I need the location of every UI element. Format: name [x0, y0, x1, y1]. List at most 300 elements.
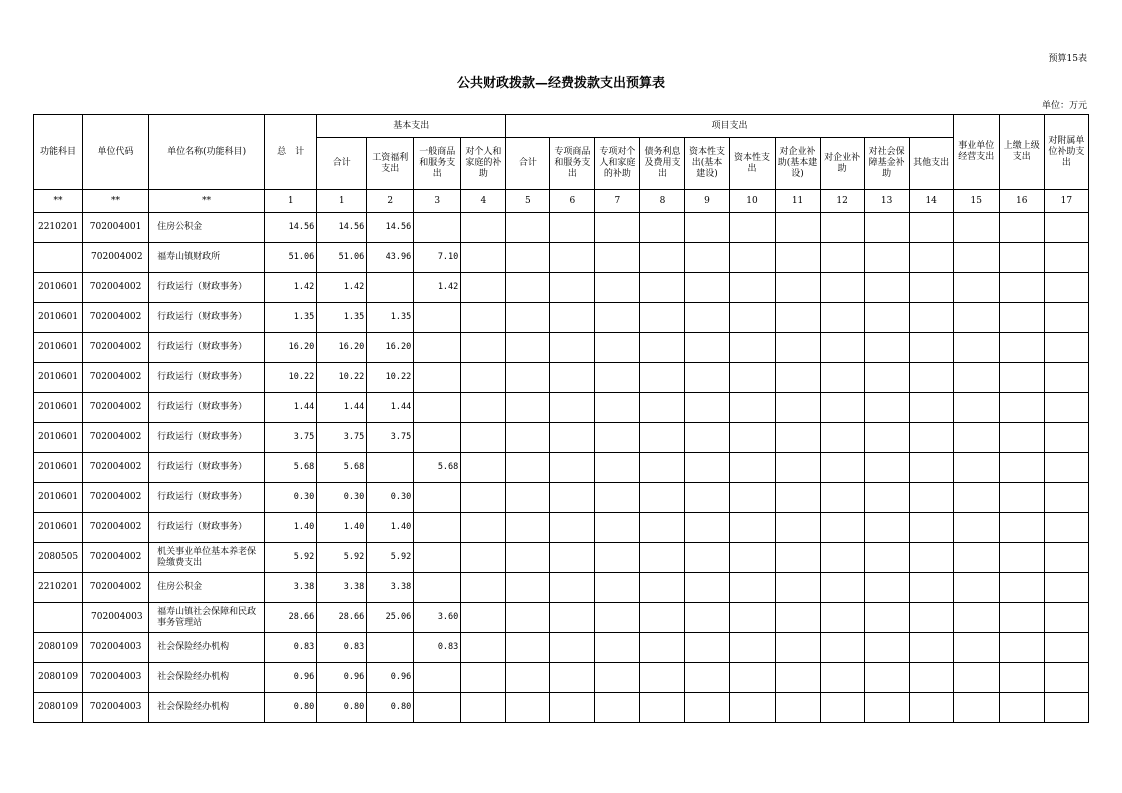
empty-cell	[595, 513, 640, 543]
empty-cell	[864, 243, 909, 273]
unit-code-cell: 702004002	[83, 543, 149, 573]
empty-cell	[864, 513, 909, 543]
empty-cell	[729, 423, 775, 453]
header-basic-col: 合计	[317, 138, 367, 190]
unit-name-cell: 社会保险经办机构	[149, 633, 265, 663]
unit-code-cell: 702004002	[83, 483, 149, 513]
empty-cell	[506, 213, 550, 243]
empty-cell	[595, 273, 640, 303]
goods-services-cell	[414, 693, 461, 723]
index-cell: 6	[550, 190, 595, 213]
empty-cell	[775, 543, 820, 573]
empty-cell	[909, 693, 953, 723]
empty-cell	[640, 363, 685, 393]
empty-cell	[685, 213, 729, 243]
table-row	[34, 363, 1089, 393]
table-row	[34, 303, 1089, 333]
unit-code-cell: 702004003	[83, 693, 149, 723]
goods-services-cell	[414, 333, 461, 363]
empty-cell	[775, 603, 820, 633]
table-row	[34, 453, 1089, 483]
empty-cell	[685, 423, 729, 453]
empty-cell	[595, 243, 640, 273]
empty-cell	[775, 333, 820, 363]
unit-code-cell: 702004002	[83, 303, 149, 333]
index-cell: 16	[999, 190, 1044, 213]
total-cell: 3.75	[265, 423, 317, 453]
empty-cell	[640, 663, 685, 693]
empty-cell	[775, 693, 820, 723]
empty-cell	[640, 633, 685, 663]
empty-cell	[864, 663, 909, 693]
empty-cell	[461, 543, 506, 573]
empty-cell	[820, 243, 864, 273]
unit-name-cell: 行政运行（财政事务）	[149, 333, 265, 363]
index-cell: 7	[595, 190, 640, 213]
header-project-col: 资本性支出(基本建设)	[685, 138, 729, 190]
empty-cell	[506, 513, 550, 543]
empty-cell	[461, 423, 506, 453]
header-project-col: 合计	[506, 138, 550, 190]
empty-cell	[640, 573, 685, 603]
empty-cell	[909, 633, 953, 663]
total-cell: 0.80	[265, 693, 317, 723]
empty-cell	[1044, 303, 1088, 333]
table-row	[34, 213, 1089, 243]
total-cell: 1.42	[265, 273, 317, 303]
empty-cell	[820, 663, 864, 693]
empty-cell	[953, 243, 999, 273]
empty-cell	[820, 273, 864, 303]
empty-cell	[999, 423, 1044, 453]
empty-cell	[775, 303, 820, 333]
wages-cell: 43.96	[367, 243, 414, 273]
total-cell: 51.06	[265, 243, 317, 273]
index-row	[34, 190, 1089, 213]
empty-cell	[640, 483, 685, 513]
empty-cell	[550, 603, 595, 633]
empty-cell	[1044, 633, 1088, 663]
empty-cell	[640, 543, 685, 573]
empty-cell	[685, 483, 729, 513]
basic-total-cell: 3.38	[317, 573, 367, 603]
empty-cell	[729, 603, 775, 633]
unit-name-cell: 福寿山镇财政所	[149, 243, 265, 273]
empty-cell	[685, 543, 729, 573]
empty-cell	[775, 273, 820, 303]
goods-services-cell	[414, 303, 461, 333]
total-cell: 0.83	[265, 633, 317, 663]
table-body	[34, 213, 1089, 723]
empty-cell	[640, 423, 685, 453]
basic-total-cell: 16.20	[317, 333, 367, 363]
empty-cell	[506, 363, 550, 393]
empty-cell	[550, 303, 595, 333]
empty-cell	[685, 393, 729, 423]
unit-name-cell: 行政运行（财政事务）	[149, 303, 265, 333]
basic-total-cell: 1.40	[317, 513, 367, 543]
empty-cell	[999, 243, 1044, 273]
empty-cell	[506, 393, 550, 423]
header-project-col: 其他支出	[909, 138, 953, 190]
empty-cell	[729, 453, 775, 483]
empty-cell	[506, 243, 550, 273]
total-cell: 1.40	[265, 513, 317, 543]
empty-cell	[1044, 213, 1088, 243]
empty-cell	[595, 573, 640, 603]
unit-code-cell: 702004003	[83, 633, 149, 663]
empty-cell	[1044, 693, 1088, 723]
empty-cell	[864, 213, 909, 243]
basic-total-cell: 14.56	[317, 213, 367, 243]
empty-cell	[506, 303, 550, 333]
empty-cell	[595, 393, 640, 423]
empty-cell	[461, 603, 506, 633]
empty-cell	[999, 273, 1044, 303]
empty-cell	[461, 333, 506, 363]
empty-cell	[729, 303, 775, 333]
header-tail-col: 事业单位经营支出	[953, 115, 999, 190]
empty-cell	[864, 363, 909, 393]
empty-cell	[909, 363, 953, 393]
header-project-col: 专项商品和服务支出	[550, 138, 595, 190]
header-project-col: 对社会保障基金补助	[864, 138, 909, 190]
goods-services-cell: 0.83	[414, 633, 461, 663]
index-cell: 15	[953, 190, 999, 213]
empty-cell	[729, 243, 775, 273]
function-code-cell: 2080109	[34, 693, 83, 723]
empty-cell	[595, 663, 640, 693]
empty-cell	[953, 333, 999, 363]
empty-cell	[506, 453, 550, 483]
table-row	[34, 423, 1089, 453]
budget-table	[33, 114, 1089, 723]
empty-cell	[550, 453, 595, 483]
empty-cell	[729, 663, 775, 693]
unit-name-cell: 行政运行（财政事务）	[149, 513, 265, 543]
empty-cell	[909, 303, 953, 333]
wages-cell: 0.30	[367, 483, 414, 513]
index-cell: 13	[864, 190, 909, 213]
empty-cell	[550, 513, 595, 543]
empty-cell	[685, 513, 729, 543]
empty-cell	[775, 483, 820, 513]
empty-cell	[550, 363, 595, 393]
empty-cell	[820, 633, 864, 663]
empty-cell	[1044, 243, 1088, 273]
empty-cell	[999, 483, 1044, 513]
unit-code-cell: 702004002	[83, 513, 149, 543]
empty-cell	[864, 273, 909, 303]
page-title: 公共财政拨款—经费拨款支出预算表	[456, 76, 665, 91]
goods-services-cell	[414, 363, 461, 393]
table-row	[34, 603, 1089, 633]
unit-code-cell: 702004001	[83, 213, 149, 243]
basic-total-cell: 5.68	[317, 453, 367, 483]
wages-cell: 5.92	[367, 543, 414, 573]
total-cell: 3.38	[265, 573, 317, 603]
index-cell: 4	[461, 190, 506, 213]
function-code-cell	[34, 603, 83, 633]
empty-cell	[864, 303, 909, 333]
empty-cell	[999, 513, 1044, 543]
empty-cell	[775, 573, 820, 603]
empty-cell	[820, 603, 864, 633]
empty-cell	[729, 633, 775, 663]
function-code-cell: 2210201	[34, 213, 83, 243]
empty-cell	[999, 603, 1044, 633]
empty-cell	[864, 453, 909, 483]
goods-services-cell: 5.68	[414, 453, 461, 483]
empty-cell	[550, 273, 595, 303]
empty-cell	[953, 303, 999, 333]
basic-total-cell: 10.22	[317, 363, 367, 393]
empty-cell	[864, 693, 909, 723]
unit-name-cell: 住房公积金	[149, 213, 265, 243]
index-cell: 11	[775, 190, 820, 213]
empty-cell	[550, 213, 595, 243]
wages-cell: 0.80	[367, 693, 414, 723]
empty-cell	[685, 693, 729, 723]
empty-cell	[999, 663, 1044, 693]
empty-cell	[595, 483, 640, 513]
empty-cell	[550, 483, 595, 513]
empty-cell	[729, 543, 775, 573]
total-cell: 28.66	[265, 603, 317, 633]
empty-cell	[999, 213, 1044, 243]
header-func: 功能科目	[34, 115, 83, 190]
empty-cell	[595, 453, 640, 483]
empty-cell	[864, 603, 909, 633]
empty-cell	[999, 363, 1044, 393]
empty-cell	[506, 663, 550, 693]
empty-cell	[685, 303, 729, 333]
empty-cell	[550, 573, 595, 603]
basic-total-cell: 3.75	[317, 423, 367, 453]
function-code-cell: 2010601	[34, 423, 83, 453]
header-total: 总 计	[265, 115, 317, 190]
empty-cell	[461, 633, 506, 663]
function-code-cell: 2080109	[34, 633, 83, 663]
empty-cell	[775, 213, 820, 243]
function-code-cell: 2010601	[34, 273, 83, 303]
unit-name-cell: 行政运行（财政事务）	[149, 453, 265, 483]
index-cell: 9	[685, 190, 729, 213]
empty-cell	[953, 693, 999, 723]
index-cell: 12	[820, 190, 864, 213]
header-project: 项目支出	[506, 115, 953, 138]
unit-code-cell: 702004002	[83, 333, 149, 363]
empty-cell	[999, 633, 1044, 663]
empty-cell	[595, 213, 640, 243]
empty-cell	[864, 573, 909, 603]
goods-services-cell	[414, 513, 461, 543]
empty-cell	[775, 393, 820, 423]
empty-cell	[999, 543, 1044, 573]
empty-cell	[595, 423, 640, 453]
empty-cell	[640, 243, 685, 273]
function-code-cell	[34, 243, 83, 273]
header-project-col: 对企业补助	[820, 138, 864, 190]
empty-cell	[864, 333, 909, 363]
header-basic-col: 工资福利支出	[367, 138, 414, 190]
empty-cell	[953, 633, 999, 663]
index-cell: **	[34, 190, 83, 213]
empty-cell	[461, 513, 506, 543]
empty-cell	[685, 363, 729, 393]
unit-code-cell: 702004002	[83, 243, 149, 273]
empty-cell	[461, 363, 506, 393]
empty-cell	[1044, 393, 1088, 423]
header-name: 单位名称(功能科目)	[149, 115, 265, 190]
unit-name-cell: 行政运行（财政事务）	[149, 423, 265, 453]
empty-cell	[595, 363, 640, 393]
empty-cell	[506, 483, 550, 513]
empty-cell	[864, 423, 909, 453]
empty-cell	[1044, 603, 1088, 633]
empty-cell	[461, 573, 506, 603]
total-cell: 14.56	[265, 213, 317, 243]
empty-cell	[909, 453, 953, 483]
empty-cell	[1044, 333, 1088, 363]
basic-total-cell: 1.44	[317, 393, 367, 423]
empty-cell	[909, 573, 953, 603]
unit-code-cell: 702004003	[83, 663, 149, 693]
index-cell: 17	[1044, 190, 1088, 213]
unit-name-cell: 机关事业单位基本养老保险缴费支出	[149, 543, 265, 573]
table-row	[34, 543, 1089, 573]
wages-cell: 16.20	[367, 333, 414, 363]
empty-cell	[1044, 663, 1088, 693]
total-cell: 10.22	[265, 363, 317, 393]
empty-cell	[550, 633, 595, 663]
empty-cell	[640, 393, 685, 423]
basic-total-cell: 0.96	[317, 663, 367, 693]
empty-cell	[640, 603, 685, 633]
empty-cell	[640, 453, 685, 483]
table-row	[34, 633, 1089, 663]
index-cell: 10	[729, 190, 775, 213]
header-basic-col: 一般商品和服务支出	[414, 138, 461, 190]
empty-cell	[775, 453, 820, 483]
unit-name-cell: 行政运行（财政事务）	[149, 273, 265, 303]
goods-services-cell	[414, 393, 461, 423]
unit-name-cell: 行政运行（财政事务）	[149, 393, 265, 423]
table-row	[34, 333, 1089, 363]
unit-name-cell: 社会保险经办机构	[149, 663, 265, 693]
goods-services-cell	[414, 213, 461, 243]
table-row	[34, 393, 1089, 423]
basic-total-cell: 0.83	[317, 633, 367, 663]
total-cell: 0.30	[265, 483, 317, 513]
empty-cell	[550, 543, 595, 573]
empty-cell	[506, 603, 550, 633]
empty-cell	[775, 363, 820, 393]
empty-cell	[999, 393, 1044, 423]
empty-cell	[461, 663, 506, 693]
empty-cell	[953, 543, 999, 573]
empty-cell	[685, 603, 729, 633]
empty-cell	[820, 513, 864, 543]
wages-cell: 1.35	[367, 303, 414, 333]
empty-cell	[909, 393, 953, 423]
empty-cell	[461, 483, 506, 513]
table-row	[34, 513, 1089, 543]
empty-cell	[595, 633, 640, 663]
empty-cell	[820, 333, 864, 363]
wages-cell: 14.56	[367, 213, 414, 243]
header-tail-col: 上缴上级支出	[999, 115, 1044, 190]
table-row	[34, 693, 1089, 723]
table-row	[34, 243, 1089, 273]
empty-cell	[820, 543, 864, 573]
basic-total-cell: 0.30	[317, 483, 367, 513]
empty-cell	[595, 543, 640, 573]
empty-cell	[775, 423, 820, 453]
wages-cell: 1.40	[367, 513, 414, 543]
empty-cell	[953, 363, 999, 393]
index-cell: 1	[317, 190, 367, 213]
empty-cell	[550, 423, 595, 453]
table-row	[34, 483, 1089, 513]
empty-cell	[820, 393, 864, 423]
function-code-cell: 2010601	[34, 303, 83, 333]
empty-cell	[953, 423, 999, 453]
basic-total-cell: 1.42	[317, 273, 367, 303]
empty-cell	[1044, 483, 1088, 513]
unit-code-cell: 702004002	[83, 573, 149, 603]
basic-total-cell: 51.06	[317, 243, 367, 273]
wages-cell: 1.44	[367, 393, 414, 423]
wages-cell	[367, 273, 414, 303]
unit-name-cell: 行政运行（财政事务）	[149, 363, 265, 393]
empty-cell	[595, 603, 640, 633]
empty-cell	[550, 333, 595, 363]
index-cell: 3	[414, 190, 461, 213]
empty-cell	[953, 273, 999, 303]
empty-cell	[953, 393, 999, 423]
empty-cell	[595, 303, 640, 333]
empty-cell	[953, 513, 999, 543]
empty-cell	[864, 483, 909, 513]
empty-cell	[729, 393, 775, 423]
unit-code-cell: 702004002	[83, 453, 149, 483]
table-number: 预算15表	[1048, 54, 1087, 64]
empty-cell	[461, 273, 506, 303]
empty-cell	[461, 453, 506, 483]
total-cell: 0.96	[265, 663, 317, 693]
empty-cell	[685, 573, 729, 603]
empty-cell	[820, 303, 864, 333]
empty-cell	[999, 573, 1044, 603]
empty-cell	[729, 333, 775, 363]
empty-cell	[640, 213, 685, 243]
empty-cell	[820, 573, 864, 603]
empty-cell	[953, 573, 999, 603]
index-cell: 14	[909, 190, 953, 213]
empty-cell	[1044, 363, 1088, 393]
basic-total-cell: 5.92	[317, 543, 367, 573]
table-row	[34, 663, 1089, 693]
empty-cell	[820, 363, 864, 393]
empty-cell	[820, 213, 864, 243]
empty-cell	[506, 693, 550, 723]
empty-cell	[685, 633, 729, 663]
empty-cell	[550, 393, 595, 423]
empty-cell	[820, 483, 864, 513]
empty-cell	[775, 243, 820, 273]
empty-cell	[1044, 453, 1088, 483]
